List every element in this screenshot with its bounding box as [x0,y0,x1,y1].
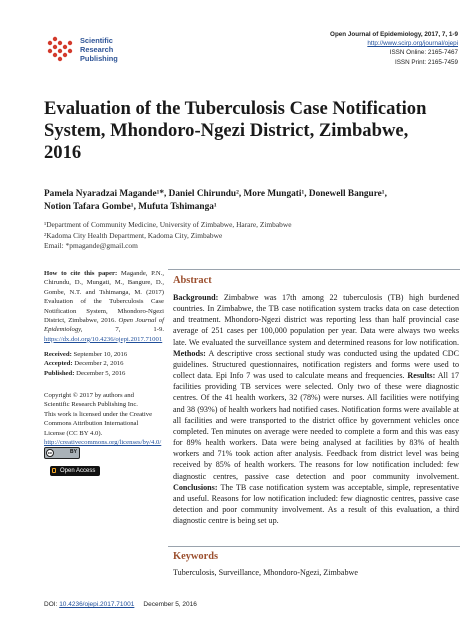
journal-url-link[interactable]: http://www.scirp.org/journal/ojepi [367,40,458,48]
accepted-label: Accepted: [44,360,73,368]
how-to-cite-label: How to cite this paper: [44,270,118,277]
issn-online: ISSN Online: 2165-7467 [389,49,458,57]
accepted-date: December 2, 2016 [74,360,124,368]
journal-info [330,30,458,67]
affiliations [44,220,444,252]
journal-title: Open Journal of Epidemiology, 2017, 7, 1-9 [330,31,458,38]
conclusions-label: Conclusions: [173,482,218,492]
how-to-cite-volume: 7, 1-9. [115,326,164,334]
accepted-row [44,359,164,368]
how-to-cite [44,269,164,344]
how-to-cite-doi-link[interactable]: https://dx.doi.org/10.4236/ojepi.2017.71001 [44,335,163,343]
affiliation-1: ¹Department of Community Medicine, University of Zimbabwe, Harare, Zimbabwe [44,220,292,229]
open-access-badge [50,466,100,476]
publisher-name-line1: Scientific [80,36,113,45]
publisher-name-line3: Publishing [80,54,118,63]
license-url-link[interactable]: http://creativecommons.org/licenses/by/4.0/ [44,439,162,447]
authors-line2: Notion Tafara Gombe¹, Mufuta Tshimanga¹ [44,202,217,213]
open-lock-icon [52,468,56,473]
author-list [44,188,444,214]
copyright-line4: Commons Attribution International [44,420,139,428]
results-text: All 17 facilities providing TB services were selected. Only two of these were diagnostic centres. Of the 41 health workers, 32 (78%) were nurses. All facilities were notifying and 38 (93%) of health workers had notified cases. Notification forms were available at all facilities and were transported to the district office by government vehicles once completed. Ten minutes on average were needed to complete a form and this was easy for 89% health workers. Data were being analysed at facilities by 83% of health workers and 71% took action after analysis. Feedback from district level was being received by 85% of health workers. The reasons for low notification included: few diagnostic centres, passive case detection and poor community involvement. [173,371,460,481]
copyright-line2: Scientific Research Publishing Inc. [44,401,138,409]
received-label: Received: [44,351,72,358]
methods-label: Methods: [173,348,206,358]
keywords-divider [168,546,460,547]
published-date: December 5, 2016 [76,369,126,377]
copyright-line1: Copyright © 2017 by authors and [44,392,134,399]
copyright-line5: License (CC BY 4.0). [44,429,103,437]
received-date: September 10, 2016 [73,351,128,358]
copyright-notice [44,391,164,447]
footer-doi-label: DOI: [44,601,58,608]
footer-doi-link[interactable]: 10.4236/ojepi.2017.71001 [59,601,135,608]
abstract-heading: Abstract [173,275,212,286]
published-row [44,369,164,378]
affiliation-2: ²Kadoma City Health Department, Kadoma City, Zimbabwe [44,230,223,240]
methods-text: A descriptive cross sectional study was conducted using the updated CDC guidelines. Structured questionnaires, notification registers and forms were used to collect data. Epi Info 7 was used to calculate means and frequencies. [173,348,459,381]
cc-icon: cc [47,450,53,456]
copyright-line3: This work is licensed under the Creative [44,410,153,418]
cc-by-label: BY [70,449,77,456]
published-label: Published: [44,369,75,377]
publisher-name-line2: Research [80,45,114,54]
conclusions-text: The TB case notification system was acceptable, simple, representative and useful. Reasons for low notification included: few diagnostic centres, passive case detection and poor community involvement. As a result of this evaluation, a third diagnostic centre is being set up. [173,482,459,526]
open-access-label: Open Access [60,468,96,475]
cc-by-badge[interactable] [44,447,80,459]
footer-date: December 5, 2016 [143,601,197,608]
corresponding-email[interactable]: Email: *pmagande@gmail.com [44,241,138,251]
publisher-name [80,36,118,63]
page-footer [44,601,197,608]
how-to-cite-journal: Open Journal of Epidemiology, [44,317,164,334]
background-label: Background: [173,293,219,302]
authors-line1: Pamela Nyaradzai Magande¹*, Daniel Chirundu², More Mungati¹, Donewell Bangure¹, [44,189,387,199]
keywords-heading: Keywords [173,551,219,562]
received-row [44,350,164,359]
abstract-body [173,292,459,526]
issn-print: ISSN Print: 2165-7459 [394,58,458,66]
keywords-text: Tuberculosis, Surveillance, Mhondoro-Ngezi, Zimbabwe [173,568,358,577]
license-badges [44,444,134,475]
abstract-divider [168,269,460,270]
article-title: Evaluation of the Tuberculosis Case Notification System, Mhondoro-Ngezi District, Zimbabwe, 2016 [44,98,427,163]
results-label: Results: [407,371,436,381]
how-to-cite-text: Magande, P.N., Chirundu, D., Mungati, M., Bangure, D., Gombe, N.T. and Tshimanga, M. (2017) Evaluation of the Tuberculosis Case Notification System, Mhondoro-Ngezi District, Zimbabwe, 2016. [44,270,164,325]
background-text: Zimbabwe was 17th among 22 tuberculosis (TB) high burdened countries. In Zimbabwe, the TB case notification system tracks data on case detection and treatment. Mhondoro-Ngezi district was reporting less than half provincial case average of 251 cases per 100,000 population per year. Data were always two weeks late. We evaluated the surveillance system and determined reasons for low notification. [173,293,460,347]
article-dates [44,350,164,378]
